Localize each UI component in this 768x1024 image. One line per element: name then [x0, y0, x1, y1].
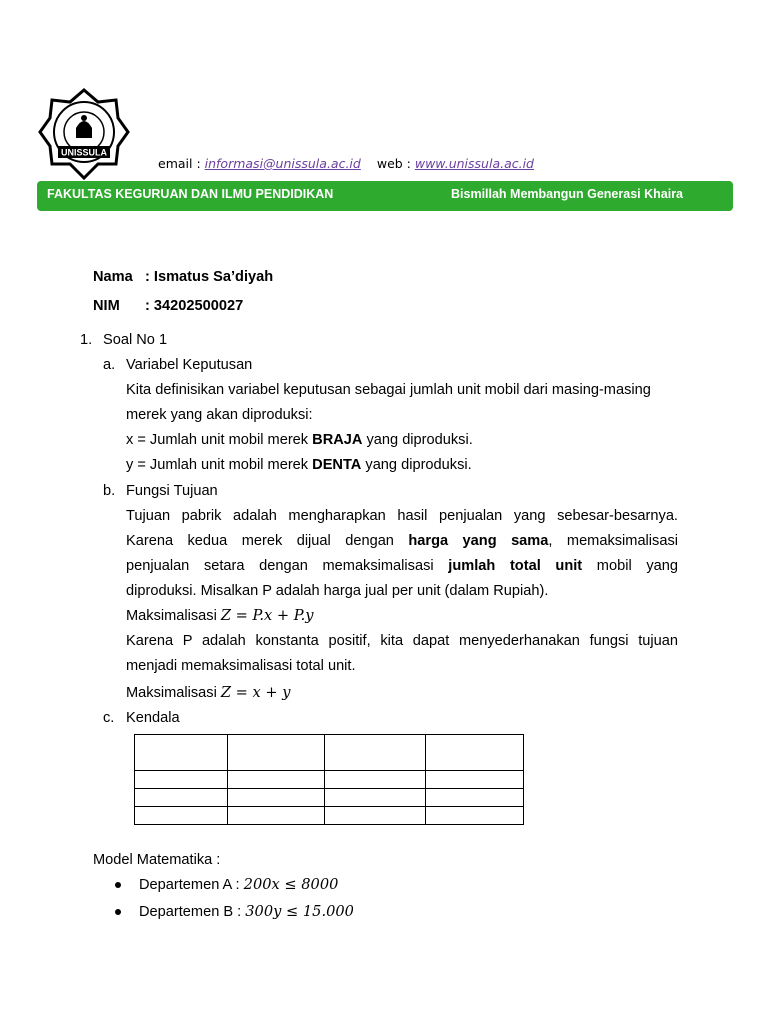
constraint-a-label: Departemen A : [139, 877, 244, 893]
table-cell [228, 735, 325, 771]
web-link[interactable]: www.unissula.ac.id [414, 156, 534, 171]
section-a-marker: a. [103, 357, 116, 373]
table-row [135, 807, 524, 825]
simplification-line2: menjadi memaksimalisasi total unit. [126, 658, 356, 674]
objective-formula-1: Z = P.x + P.y [220, 607, 314, 624]
variable-y-definition [126, 456, 472, 474]
maximize-formula-2 [126, 684, 291, 702]
table-cell [325, 789, 426, 807]
model-title: Model Matematika : [93, 852, 221, 868]
objective-line4: diproduksi. Misalkan P adalah harga jual per unit (dalam Rupiah). [126, 583, 549, 599]
table-cell [325, 807, 426, 825]
objective-formula-2: Z = x + y [220, 684, 291, 701]
objective-line3-end: mobil yang [582, 558, 678, 574]
variable-x-definition [126, 431, 473, 449]
web-label: web : [376, 156, 415, 171]
email-link[interactable]: informasi@unissula.ac.id [204, 156, 361, 171]
x-def-text: x = Jumlah unit mobil merek [126, 432, 313, 448]
constraint-item-b [139, 903, 354, 921]
objective-line2-text: Karena kedua merek dijual dengan [126, 533, 409, 549]
nama-label: Nama [93, 269, 133, 285]
constraint-table [134, 734, 524, 825]
y-brand: DENTA [312, 457, 362, 473]
table-row [135, 789, 524, 807]
table-cell [228, 807, 325, 825]
table-cell [228, 789, 325, 807]
constraint-item-a [139, 876, 338, 894]
table-cell [426, 789, 524, 807]
y-def-end: yang diproduksi. [361, 457, 472, 473]
nim-label: NIM [93, 298, 120, 314]
table-cell [135, 807, 228, 825]
unissula-logo [38, 88, 130, 180]
table-cell [135, 735, 228, 771]
email-label: email : [158, 156, 205, 171]
same-price-emphasis: harga yang sama [408, 533, 549, 549]
faculty-name: FAKULTAS KEGURUAN DAN ILMU PENDIDIKAN [47, 187, 334, 201]
section-b-title: Fungsi Tujuan [126, 483, 218, 499]
total-units-emphasis: jumlah total unit [448, 558, 583, 574]
maximize-label-2: Maksimalisasi [126, 685, 221, 701]
nim-value: : 34202500027 [145, 298, 244, 314]
objective-line2-end: , memaksimalisasi [548, 533, 678, 549]
table-cell [228, 771, 325, 789]
section-c-marker: c. [103, 710, 115, 726]
faculty-banner [37, 181, 733, 211]
table-cell [135, 789, 228, 807]
table-row [135, 735, 524, 771]
constraint-a-formula: 200x ≤ 8000 [243, 876, 339, 893]
logo-text: UNISSULA [60, 147, 108, 158]
x-brand: BRAJA [312, 432, 363, 448]
section-a-line1: Kita definisikan variabel keputusan sebagai jumlah unit mobil dari masing-masing [126, 382, 651, 398]
simplification-line1: Karena P adalah konstanta positif, kita dapat menyederhanakan fungsi tujuan [126, 633, 678, 649]
section-a-title: Variabel Keputusan [126, 357, 253, 373]
contact-line [158, 156, 534, 171]
objective-line2 [126, 532, 678, 557]
table-cell [426, 735, 524, 771]
section-b-marker: b. [103, 483, 116, 499]
question-number: 1. [80, 332, 93, 348]
simplification-paragraph [126, 632, 678, 682]
objective-line3-text: penjualan setara dengan memaksimalisasi [126, 558, 449, 574]
maximize-label-1: Maksimalisasi [126, 608, 221, 624]
table-cell [135, 771, 228, 789]
nama-value: : Ismatus Sa’diyah [145, 269, 274, 285]
constraint-b-label: Departemen B : [139, 904, 246, 920]
bullet-icon [115, 882, 121, 888]
bullet-icon [115, 909, 121, 915]
y-def-text: y = Jumlah unit mobil merek [126, 457, 313, 473]
constraint-b-formula: 300y ≤ 15.000 [245, 903, 354, 920]
motto: Bismillah Membangun Generasi Khaira [451, 187, 684, 201]
table-cell [426, 771, 524, 789]
question-title: Soal No 1 [103, 332, 168, 348]
section-c-title: Kendala [126, 710, 180, 726]
table-cell [325, 771, 426, 789]
x-def-end: yang diproduksi. [362, 432, 473, 448]
objective-paragraph [126, 507, 678, 607]
objective-line1: Tujuan pabrik adalah mengharapkan hasil penjualan yang sebesar-besarnya. [126, 508, 678, 524]
table-row [135, 771, 524, 789]
table-cell [325, 735, 426, 771]
maximize-formula-1 [126, 607, 314, 625]
objective-line3 [126, 557, 678, 582]
section-a-line2: merek yang akan diproduksi: [126, 407, 313, 423]
table-cell [426, 807, 524, 825]
